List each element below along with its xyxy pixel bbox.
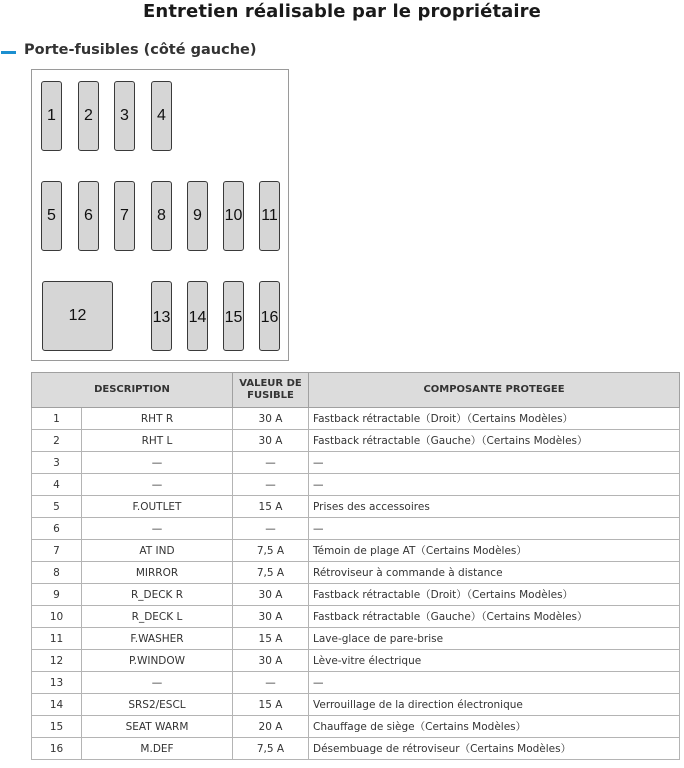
cell-fuse-value: 15 A (233, 628, 309, 650)
section-marker (1, 51, 16, 54)
table-row (32, 540, 680, 562)
cell-description: AT IND (82, 540, 233, 562)
cell-number: 3 (32, 452, 82, 474)
table-row (32, 430, 680, 452)
cell-component: Témoin de plage AT（Certains Modèles） (309, 540, 680, 562)
cell-number: 16 (32, 738, 82, 760)
table-row (32, 408, 680, 430)
cell-number: 5 (32, 496, 82, 518)
cell-description: SEAT WARM (82, 716, 233, 738)
cell-description: MIRROR (82, 562, 233, 584)
table-header-row (32, 373, 680, 408)
cell-component: — (309, 452, 680, 474)
cell-fuse-value: 7,5 A (233, 738, 309, 760)
cell-fuse-value: 15 A (233, 496, 309, 518)
table-row (32, 650, 680, 672)
cell-fuse-value: 30 A (233, 430, 309, 452)
cell-fuse-value: — (233, 672, 309, 694)
fuse-10: 10 (223, 181, 244, 251)
table-row (32, 694, 680, 716)
cell-description: — (82, 518, 233, 540)
fuse-11: 11 (259, 181, 280, 251)
cell-number: 11 (32, 628, 82, 650)
header-description: DESCRIPTION (32, 373, 233, 408)
table-row (32, 606, 680, 628)
cell-description: F.OUTLET (82, 496, 233, 518)
cell-description: SRS2/ESCL (82, 694, 233, 716)
header-component: COMPOSANTE PROTEGEE (309, 373, 680, 408)
fuse-table (31, 372, 680, 760)
cell-number: 6 (32, 518, 82, 540)
cell-fuse-value: — (233, 474, 309, 496)
section-title: Porte-fusibles (côté gauche) (24, 42, 257, 58)
cell-number: 14 (32, 694, 82, 716)
table-row (32, 518, 680, 540)
cell-component: Lève-vitre électrique (309, 650, 680, 672)
table-row (32, 496, 680, 518)
cell-fuse-value: 7,5 A (233, 540, 309, 562)
fuse-15: 15 (223, 281, 244, 351)
cell-component: Fastback rétractable（Droit）（Certains Modèles） (309, 408, 680, 430)
cell-fuse-value: 20 A (233, 716, 309, 738)
cell-number: 8 (32, 562, 82, 584)
fuse-3: 3 (114, 81, 135, 151)
cell-fuse-value: 15 A (233, 694, 309, 716)
fuse-4: 4 (151, 81, 172, 151)
fuse-5: 5 (41, 181, 62, 251)
cell-fuse-value: 30 A (233, 650, 309, 672)
cell-description: RHT R (82, 408, 233, 430)
cell-description: — (82, 474, 233, 496)
table-row (32, 562, 680, 584)
cell-component: Fastback rétractable（Gauche）（Certains Modèles） (309, 606, 680, 628)
cell-number: 12 (32, 650, 82, 672)
cell-description: R_DECK L (82, 606, 233, 628)
cell-description: — (82, 452, 233, 474)
fuse-16: 16 (259, 281, 280, 351)
table-row (32, 716, 680, 738)
table-row (32, 584, 680, 606)
cell-fuse-value: — (233, 518, 309, 540)
fuse-12: 12 (42, 281, 113, 351)
cell-component: Verrouillage de la direction électronique (309, 694, 680, 716)
fuse-box-diagram (31, 69, 289, 361)
cell-number: 9 (32, 584, 82, 606)
cell-component: Désembuage de rétroviseur（Certains Modèles） (309, 738, 680, 760)
cell-number: 10 (32, 606, 82, 628)
table-row (32, 672, 680, 694)
header-fuse-value-line1: VALEUR DE (239, 378, 302, 389)
fuse-2: 2 (78, 81, 99, 151)
cell-component: Prises des accessoires (309, 496, 680, 518)
fuse-1: 1 (41, 81, 62, 151)
fuse-7: 7 (114, 181, 135, 251)
cell-component: Rétroviseur à commande à distance (309, 562, 680, 584)
fuse-13: 13 (151, 281, 172, 351)
cell-description: R_DECK R (82, 584, 233, 606)
cell-component: — (309, 672, 680, 694)
header-fuse-value-line2: FUSIBLE (247, 390, 294, 401)
table-row (32, 628, 680, 650)
cell-fuse-value: 30 A (233, 584, 309, 606)
header-fuse-value (233, 373, 309, 408)
fuse-9: 9 (187, 181, 208, 251)
cell-number: 15 (32, 716, 82, 738)
cell-fuse-value: 30 A (233, 606, 309, 628)
cell-component: Fastback rétractable（Gauche）（Certains Modèles） (309, 430, 680, 452)
cell-description: P.WINDOW (82, 650, 233, 672)
cell-number: 4 (32, 474, 82, 496)
cell-component: Lave-glace de pare-brise (309, 628, 680, 650)
page-title: Entretien réalisable par le propriétaire (143, 1, 541, 22)
cell-component: Fastback rétractable（Droit）（Certains Modèles） (309, 584, 680, 606)
table-row (32, 738, 680, 760)
cell-number: 13 (32, 672, 82, 694)
cell-description: F.WASHER (82, 628, 233, 650)
cell-component: — (309, 518, 680, 540)
table-row (32, 474, 680, 496)
cell-fuse-value: 30 A (233, 408, 309, 430)
cell-fuse-value: 7,5 A (233, 562, 309, 584)
fuse-8: 8 (151, 181, 172, 251)
table-body (32, 408, 680, 760)
fuse-6: 6 (78, 181, 99, 251)
cell-description: M.DEF (82, 738, 233, 760)
cell-number: 1 (32, 408, 82, 430)
fuse-14: 14 (187, 281, 208, 351)
cell-number: 2 (32, 430, 82, 452)
cell-description: RHT L (82, 430, 233, 452)
cell-fuse-value: — (233, 452, 309, 474)
cell-description: — (82, 672, 233, 694)
cell-component: Chauffage de siège（Certains Modèles） (309, 716, 680, 738)
table-row (32, 452, 680, 474)
cell-component: — (309, 474, 680, 496)
cell-number: 7 (32, 540, 82, 562)
